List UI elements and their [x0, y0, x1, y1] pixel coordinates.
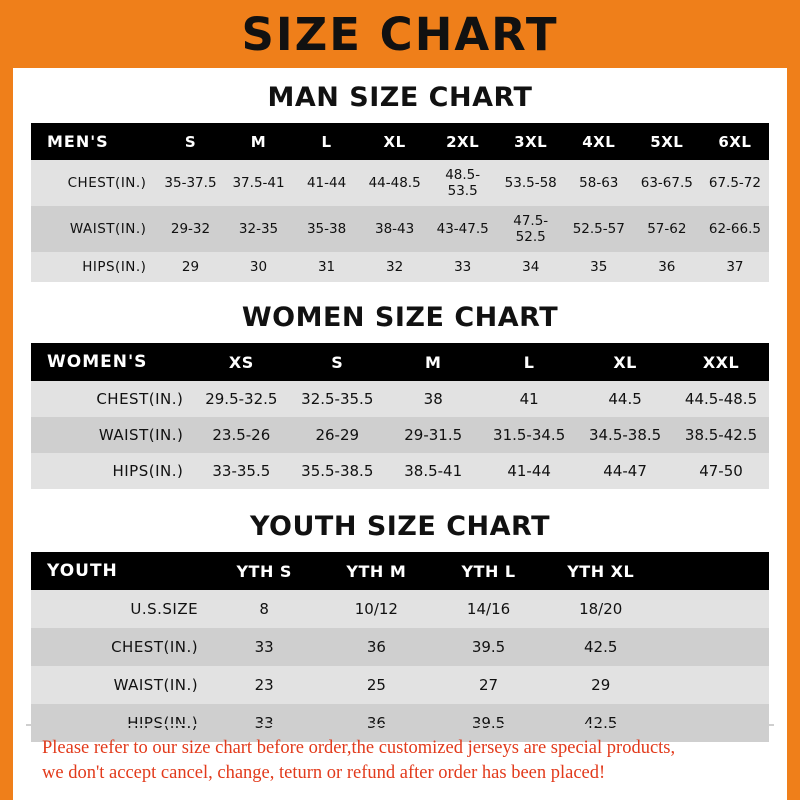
cell: 10/12 — [354, 600, 398, 618]
cell: 67.5-72 — [708, 175, 761, 191]
row-label: HIPS(IN.) — [112, 462, 184, 480]
cell: 57-62 — [647, 221, 687, 237]
column-header: M — [250, 132, 267, 151]
column-header: YOUTH — [47, 561, 118, 581]
cell: 36 — [366, 638, 386, 656]
cell: 14/16 — [466, 600, 511, 618]
section-women-size-chart — [13, 302, 787, 489]
table-row — [31, 590, 769, 628]
cell: 58-63 — [579, 175, 619, 191]
cell: 29 — [591, 676, 611, 694]
cell: 32-35 — [238, 221, 279, 237]
cell: 47-50 — [699, 462, 743, 480]
section-man-size-chart — [13, 82, 787, 282]
cell: 18/20 — [579, 600, 623, 618]
table-row — [31, 453, 769, 489]
cell: 35-38 — [306, 221, 347, 237]
table-row — [31, 206, 769, 252]
cell: 32.5-35.5 — [301, 390, 374, 408]
cell: 44.5 — [608, 390, 642, 408]
table-header-row — [31, 552, 769, 590]
cell: 29.5-32.5 — [205, 390, 278, 408]
cell: 36 — [658, 259, 676, 275]
table-youth-size-chart — [31, 552, 769, 742]
cell: 44.5-48.5 — [684, 390, 758, 408]
cell: 47.5-52.5 — [513, 213, 549, 245]
cell — [657, 666, 769, 704]
cell: 34 — [522, 259, 540, 275]
cell: 41-44 — [306, 175, 347, 191]
cell: 35 — [590, 259, 608, 275]
column-header: S — [184, 132, 197, 151]
column-header: YTH M — [346, 561, 407, 581]
cell: 44-47 — [603, 462, 647, 480]
cell: 35-37.5 — [164, 175, 217, 191]
row-label: CHEST(IN.) — [96, 390, 184, 408]
column-header: XL — [383, 132, 406, 151]
section-youth-size-chart — [13, 511, 787, 742]
table-row — [31, 160, 769, 206]
column-header: M — [424, 352, 442, 372]
cell: 43-47.5 — [436, 221, 489, 237]
cell: 29-32 — [170, 221, 211, 237]
table-row — [31, 628, 769, 666]
cell: 42.5 — [584, 638, 618, 656]
table-man-size-chart — [31, 123, 769, 282]
cell: 26-29 — [315, 426, 360, 444]
cell: 30 — [249, 259, 268, 275]
cell: 52.5-57 — [572, 221, 625, 237]
cell: 23.5-26 — [212, 426, 271, 444]
column-header: YTH L — [461, 561, 516, 581]
column-header: YTH XL — [567, 561, 635, 581]
column-header: WOMEN'S — [47, 352, 148, 372]
cell: 48.5-53.5 — [445, 167, 481, 199]
cell: 27 — [478, 676, 499, 694]
cell — [657, 628, 769, 666]
cell: 36 — [366, 714, 386, 732]
cell: 33 — [254, 638, 274, 656]
cell: 37.5-41 — [232, 175, 285, 191]
row-label: WAIST(IN.) — [113, 676, 199, 694]
cell: 31 — [317, 259, 336, 275]
cell: 38.5-42.5 — [684, 426, 758, 444]
column-header: 6XL — [718, 132, 752, 151]
cell: 63-67.5 — [640, 175, 693, 191]
cell: 41 — [519, 390, 539, 408]
row-label: HIPS(IN.) — [82, 259, 147, 275]
column-header: 5XL — [650, 132, 684, 151]
table-row — [31, 381, 769, 417]
cell: 29-31.5 — [404, 426, 463, 444]
cell: 33 — [254, 714, 274, 732]
cell: 8 — [259, 600, 269, 618]
cell — [657, 590, 769, 628]
column-header: XL — [613, 352, 637, 372]
column-header — [657, 552, 769, 590]
cell: 38 — [423, 390, 443, 408]
row-label: U.S.SIZE — [130, 600, 199, 618]
column-header: L — [321, 132, 332, 151]
cell: 39.5 — [471, 714, 506, 732]
column-header: XS — [228, 352, 254, 372]
column-header: L — [523, 352, 535, 372]
cell: 23 — [254, 676, 274, 694]
cell: 41-44 — [507, 462, 551, 480]
column-header: MEN'S — [47, 132, 109, 151]
table-header-row — [31, 123, 769, 160]
table-women-size-chart — [31, 343, 769, 489]
table-header-row — [31, 343, 769, 381]
cell: 33-35.5 — [212, 462, 271, 480]
footer-note — [26, 724, 774, 800]
table-row — [31, 252, 769, 282]
footer-note-line-2: we don't accept cancel, change, teturn or refund after order has been placed! — [42, 763, 606, 784]
row-label: WAIST(IN.) — [69, 221, 147, 237]
cell: 32 — [386, 259, 404, 275]
page-title: SIZE CHART — [241, 7, 559, 61]
section-title-youth: YOUTH SIZE CHART — [249, 511, 551, 542]
table-row — [31, 666, 769, 704]
section-title-man: MAN SIZE CHART — [267, 82, 533, 113]
column-header: 4XL — [582, 132, 616, 151]
cell: 62-66.5 — [708, 221, 761, 237]
cell: 44-48.5 — [368, 175, 421, 191]
section-title-women: WOMEN SIZE CHART — [241, 302, 559, 333]
cell: 37 — [726, 259, 744, 275]
cell: 29 — [181, 259, 200, 275]
row-label: HIPS(IN.) — [127, 714, 199, 732]
column-header: YTH S — [236, 561, 292, 581]
cell: 31.5-34.5 — [493, 426, 566, 444]
column-header: 2XL — [446, 132, 480, 151]
column-header: 3XL — [514, 132, 548, 151]
cell: 38-43 — [375, 221, 415, 237]
column-header: S — [331, 352, 344, 372]
footer-note-line-1: Please refer to our size chart before order,the customized jerseys are special products, — [42, 738, 676, 759]
header-band — [0, 0, 800, 68]
row-label: CHEST(IN.) — [111, 638, 199, 656]
cell: 38.5-41 — [404, 462, 463, 480]
cell: 39.5 — [471, 638, 506, 656]
row-label: CHEST(IN.) — [67, 175, 147, 191]
cell: 34.5-38.5 — [588, 426, 662, 444]
table-row — [31, 417, 769, 453]
cell: 42.5 — [584, 714, 618, 732]
column-header: XXL — [702, 352, 740, 372]
row-label: WAIST(IN.) — [98, 426, 184, 444]
cell: 25 — [366, 676, 386, 694]
cell: 53.5-58 — [504, 175, 557, 191]
cell: 35.5-38.5 — [301, 462, 374, 480]
cell: 33 — [454, 259, 472, 275]
